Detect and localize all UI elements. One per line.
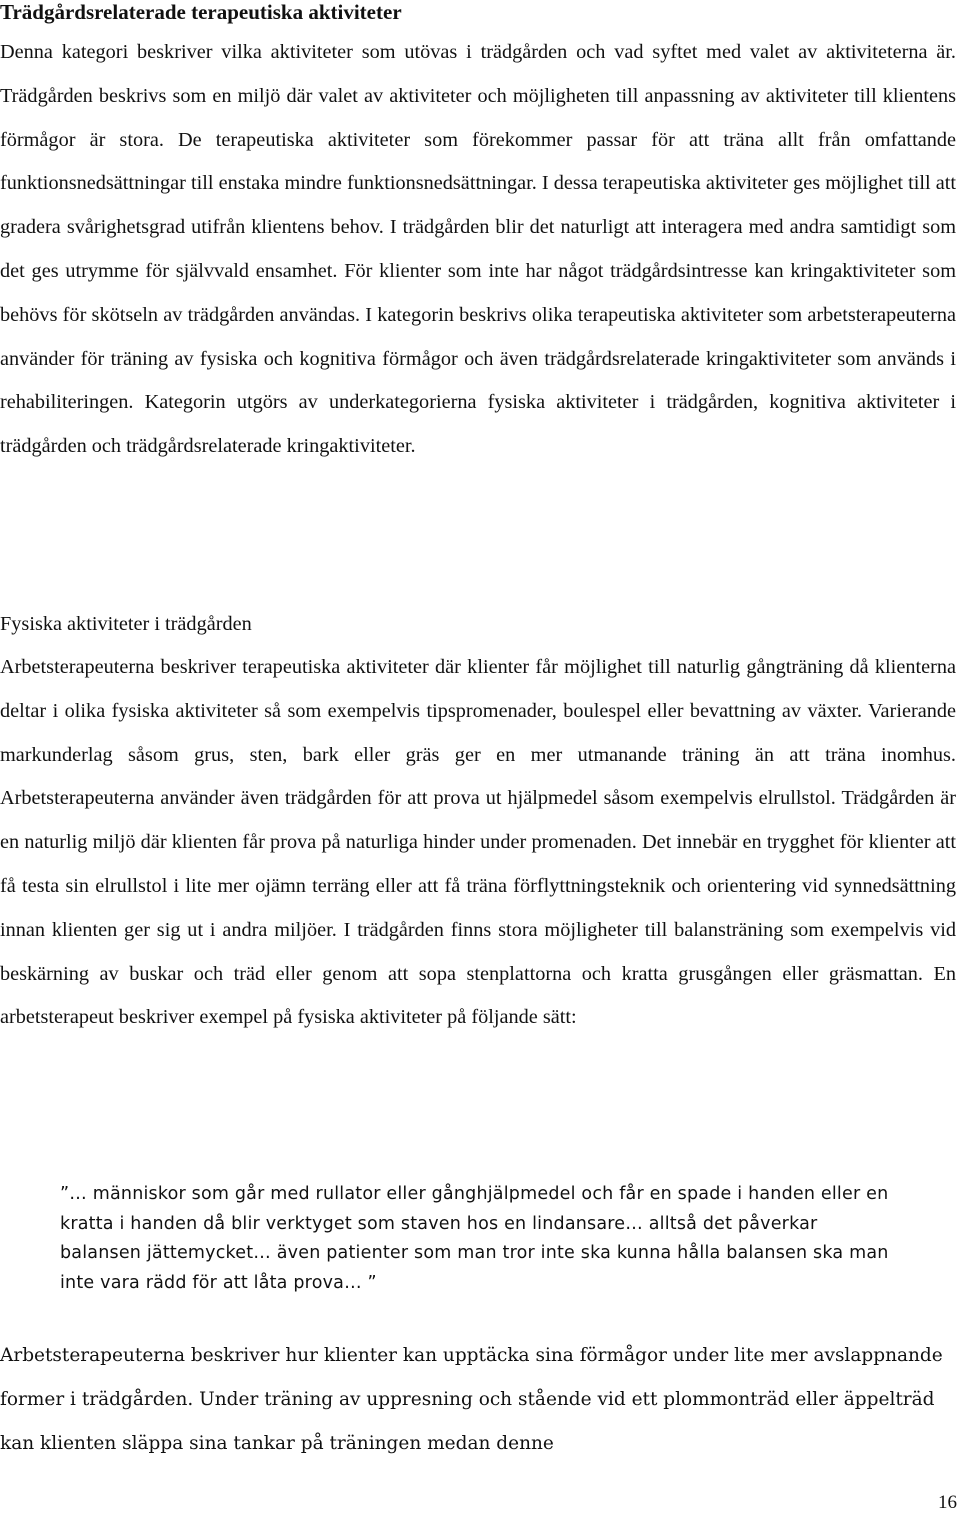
section-heading: Trädgårdsrelaterade terapeutiska aktiviteter	[0, 0, 402, 24]
subsection-heading: Fysiska aktiviteter i trädgården	[0, 613, 252, 635]
block-quote: ”… människor som går med rullator eller gånghjälpmedel och får en spade i handen eller en kratta i handen då blir verktyget som staven hos en lindansare… alltså det påverkar balansen jättemycket… även patienter som man tror inte ska kunna hålla balansen ska man inte vara rädd för att låta prova… ”	[60, 1184, 889, 1293]
closing-paragraph: Arbetsterapeuterna beskriver hur klienter kan upptäcka sina förmågor under lite mer avslappnande former i trädgården. Under träning av uppresning och stående vid ett plommonträd eller äppelträd kan klienten släppa sina tankar på träningen medan denne	[0, 1345, 943, 1454]
page-number: 16	[938, 1492, 957, 1513]
section-paragraph: Arbetsterapeuterna beskriver terapeutiska aktiviteter där klienter får möjlighet till naturlig gångträning då klienterna deltar i olika fysiska aktiviteter så som exempelvis tipspromenader, boulespel eller bevattning av växter. Varierande markunderlag såsom grus, sten, bark eller gräs ger en mer utmanande träning än att träna inomhus. Arbetsterapeuterna använder även trädgården för att prova ut hjälpmedel såsom exempelvis elrullstol. Trädgården är en naturlig miljö där klienten får prova på naturliga hinder under promenaden. Det innebär en trygghet för klienter att få testa sin elrullstol i lite mer ojämn terräng eller att få träna förflyttningsteknik och orientering vid synnedsättning innan klienten ger sig ut i andra miljöer. I trädgården finns stora möjligheter till balansträning som exempelvis vid beskärning av buskar och träd eller genom att sopa stenplattorna och kratta grusgången eller gräsmattan. En arbetsterapeut beskriver exempel på fysiska aktiviteter på följande sätt:	[0, 656, 956, 1029]
intro-paragraph: Denna kategori beskriver vilka aktiviteter som utövas i trädgården och vad syftet med valet av aktiviteterna är. Trädgården beskrivs som en miljö där valet av aktiviteter och möjligheten till anpassning av aktiviteter till klientens förmågor är stora. De terapeutiska aktiviteter som förekommer passar för att träna allt från omfattande funktionsnedsättningar till enstaka mindre funktionsnedsättningar. I dessa terapeutiska aktiviteter ges möjlighet till att gradera svårighetsgrad utifrån klientens behov. I trädgården blir det naturligt att interagera med andra samtidigt som det ges utrymme för självvald ensamhet. För klienter som inte har något trädgårdsintresse kan kringaktiviteter som behövs för skötseln av trädgården användas. I kategorin beskrivs olika terapeutiska aktiviteter som arbetsterapeuterna använder för träning av fysiska och kognitiva förmågor och även trädgårdsrelaterade kringaktiviteter som används i rehabiliteringen. Kategorin utgörs av underkategorierna fysiska aktiviteter i trädgården, kognitiva aktiviteter i trädgården och trädgårdsrelaterade kringaktiviteter.	[0, 41, 956, 458]
